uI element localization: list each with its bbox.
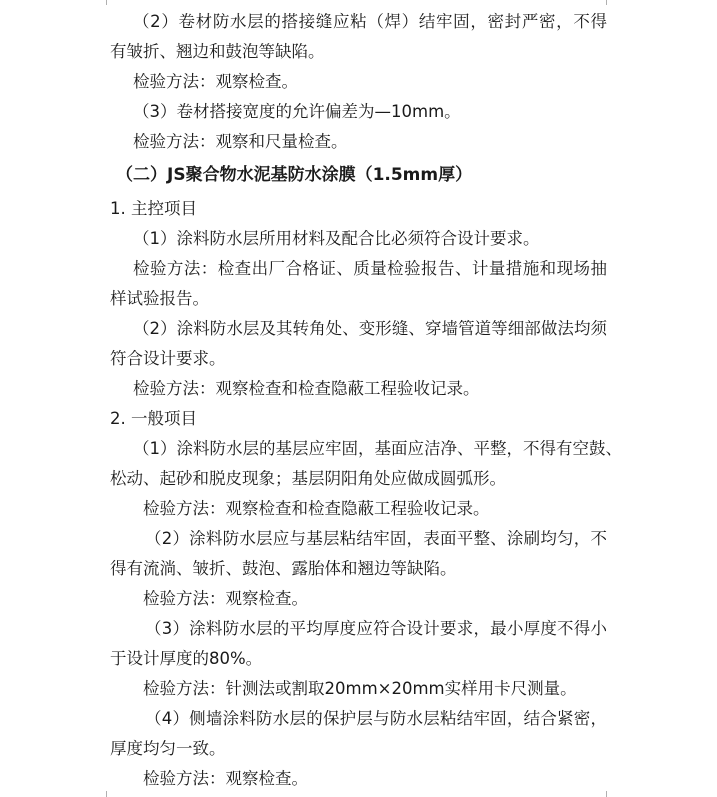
inspection-method: 检验方法：检查出厂合格证、质量检验报告、计量措施和现场抽 bbox=[133, 259, 607, 278]
inspection-method: 检验方法：观察检查和检查隐蔽工程验收记录。 bbox=[133, 379, 480, 398]
subsection-title: 1. 主控项目 bbox=[110, 199, 197, 218]
paragraph-line: 得有流淌、皱折、鼓泡、露胎体和翘边等缺陷。 bbox=[110, 559, 457, 578]
crop-mark-top-right bbox=[606, 0, 629, 5]
paragraph-line: 符合设计要求。 bbox=[110, 349, 226, 368]
paragraph-line: （4）侧墙涂料防水层的保护层与防水层粘结牢固，结合紧密， bbox=[145, 709, 607, 728]
paragraph-line: 松动、起砂和脱皮现象；基层阴阳角处应做成圆弧形。 bbox=[110, 469, 506, 488]
paragraph-line: （2）涂料防水层应与基层粘结牢固，表面平整、涂刷均匀，不 bbox=[145, 529, 607, 548]
paragraph-line: （2）涂料防水层及其转角处、变形缝、穿墙管道等细部做法均须 bbox=[133, 319, 607, 338]
paragraph-line: （3）卷材搭接宽度的允许偏差为—10mm。 bbox=[133, 102, 461, 121]
inspection-method: 检验方法：观察检查和检查隐蔽工程验收记录。 bbox=[143, 499, 490, 518]
paragraph-line: （2）卷材防水层的搭接缝应粘（焊）结牢固，密封严密，不得 bbox=[133, 12, 607, 31]
crop-mark-bottom-left bbox=[84, 791, 107, 797]
paragraph-line: 厚度均匀一致。 bbox=[110, 739, 226, 758]
inspection-method: 检验方法：针测法或割取20mm×20mm实样用卡尺测量。 bbox=[143, 679, 577, 698]
inspection-method: 检验方法：观察检查。 bbox=[143, 589, 308, 608]
subsection-title: 2. 一般项目 bbox=[110, 409, 197, 428]
paragraph-line: 有皱折、翘边和鼓泡等缺陷。 bbox=[110, 42, 325, 61]
paragraph-line: 于设计厚度的80%。 bbox=[110, 649, 263, 668]
paragraph-line: （3）涂料防水层的平均厚度应符合设计要求，最小厚度不得小 bbox=[145, 619, 607, 638]
document-body bbox=[110, 7, 622, 794]
inspection-method: 检验方法：观察和尺量检查。 bbox=[133, 132, 348, 151]
paragraph-line: （1）涂料防水层的基层应牢固，基面应洁净、平整，不得有空鼓、 bbox=[133, 439, 622, 458]
inspection-method: 检验方法：观察检查。 bbox=[143, 769, 308, 788]
section-heading: （二）JS聚合物水泥基防水涂膜（1.5mm厚） bbox=[116, 165, 473, 185]
inspection-method: 检验方法：观察检查。 bbox=[133, 72, 298, 91]
crop-mark-bottom-right bbox=[606, 791, 629, 797]
paragraph-line: 样试验报告。 bbox=[110, 289, 209, 308]
paragraph-line: （1）涂料防水层所用材料及配合比必须符合设计要求。 bbox=[133, 229, 540, 248]
crop-mark-top-left bbox=[84, 0, 107, 5]
